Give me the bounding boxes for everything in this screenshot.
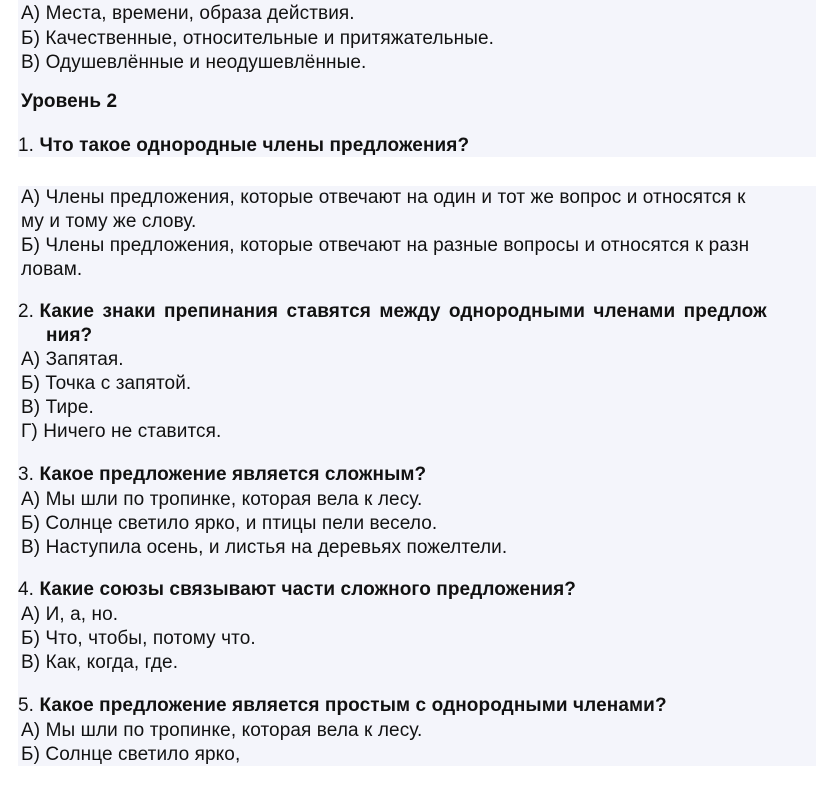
answer-option: Б) Солнце светило ярко, и птицы пели весело. [21, 513, 438, 534]
question-1 [18, 134, 469, 158]
answer-option: А) Мы шли по тропинке, которая вела к лесу. [21, 489, 423, 510]
question-2 [18, 300, 767, 324]
answer-option: В) Тире. [21, 397, 94, 418]
question-5 [18, 694, 667, 718]
question-text: Что такое однородные члены предложения? [39, 135, 470, 156]
answer-option: В) Как, когда, где. [21, 652, 179, 673]
answer-option: Б) Точка с запятой. [21, 373, 192, 394]
answer-option: А) Места, времени, образа действия. [21, 3, 355, 24]
answer-option: Б) Солнце светило ярко, [21, 744, 241, 765]
answer-option: Б) Что, чтобы, потому что. [21, 628, 256, 649]
question-text: Какое предложение является простым с однородными членами? [39, 695, 667, 716]
answer-option: В) Наступила осень, и листья на деревьях пожелтели. [21, 537, 508, 558]
answer-option: Б) Качественные, относительные и притяжательные. [21, 28, 495, 49]
answer-option: А) И, а, но. [21, 604, 119, 625]
answer-option: А) Члены предложения, которые отвечают на один и тот же вопрос и относятся к [21, 187, 746, 208]
question-text: Какие знаки препинания ставятся между однородными членами предлож [39, 301, 767, 322]
question-text-continued: ния? [46, 325, 93, 346]
question-4 [18, 578, 576, 602]
question-text: Какие союзы связывают части сложного предложения? [39, 579, 576, 600]
question-number: 5. [18, 695, 35, 716]
answer-option: Г) Ничего не ставится. [21, 421, 222, 442]
level-heading: Уровень 2 [21, 91, 118, 112]
answer-option: А) Запятая. [21, 349, 124, 370]
answer-option: Б) Члены предложения, которые отвечают на разные вопросы и относятся к разн [21, 235, 750, 256]
question-number: 2. [18, 301, 35, 322]
question-number: 4. [18, 579, 35, 600]
answer-option: ловам. [21, 259, 83, 280]
question-3 [18, 463, 426, 487]
answer-option: му и тому же слову. [21, 211, 197, 232]
question-number: 3. [18, 464, 35, 485]
answer-option: А) Мы шли по тропинке, которая вела к лесу. [21, 720, 423, 741]
answer-option: В) Одушевлённые и неодушевлённые. [21, 52, 367, 73]
question-number: 1. [18, 135, 35, 156]
question-text: Какое предложение является сложным? [39, 464, 427, 485]
